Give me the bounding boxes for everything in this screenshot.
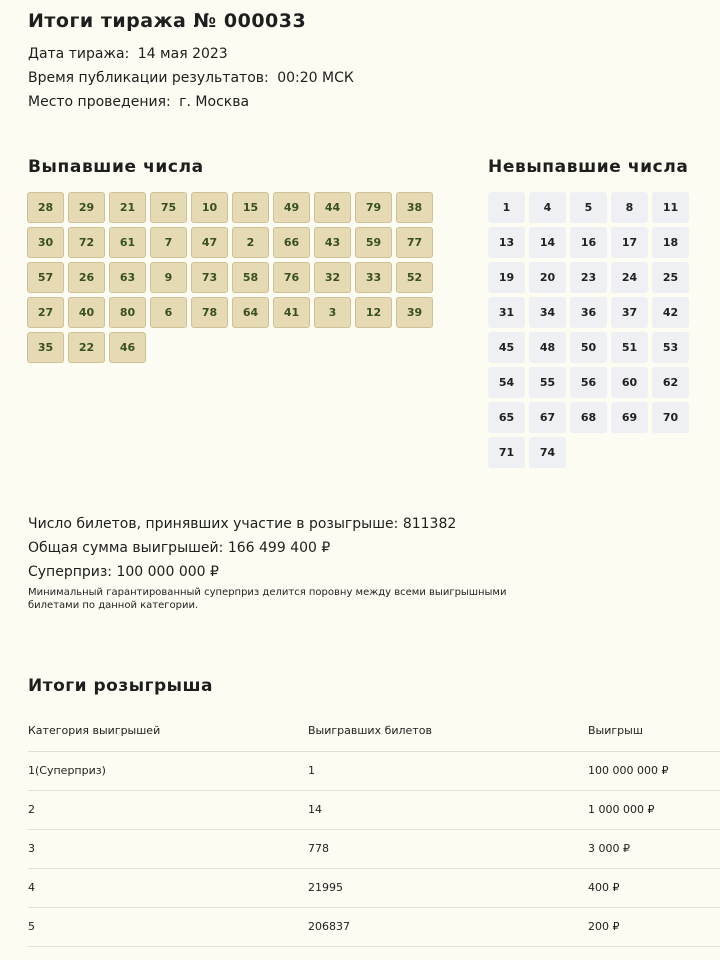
undrawn-number: 68 (570, 402, 607, 433)
drawn-number: 47 (191, 227, 228, 258)
drawn-number: 77 (396, 227, 433, 258)
drawn-number: 38 (396, 192, 433, 223)
winners-cell: 206837 (308, 907, 588, 946)
prize-sum-label: Общая сумма выигрышей: (28, 540, 224, 556)
drawn-number: 59 (355, 227, 392, 258)
drawn-number: 28 (27, 192, 64, 223)
undrawn-number: 42 (652, 297, 689, 328)
drawn-numbers-grid (27, 192, 433, 363)
prize-sum-value: 166 499 400 ₽ (227, 540, 331, 556)
drawn-number: 49 (273, 192, 310, 223)
undrawn-number: 48 (529, 332, 566, 363)
drawn-number: 73 (191, 262, 228, 293)
drawn-number: 15 (232, 192, 269, 223)
undrawn-number: 13 (488, 227, 525, 258)
undrawn-number: 56 (570, 367, 607, 398)
publish-time-line (28, 66, 354, 90)
undrawn-number: 18 (652, 227, 689, 258)
tickets-line (28, 512, 508, 536)
results-header-row (28, 711, 720, 751)
undrawn-number: 4 (529, 192, 566, 223)
undrawn-number: 50 (570, 332, 607, 363)
undrawn-number: 62 (652, 367, 689, 398)
undrawn-number: 74 (529, 437, 566, 468)
undrawn-number: 51 (611, 332, 648, 363)
undrawn-number: 55 (529, 367, 566, 398)
undrawn-number: 67 (529, 402, 566, 433)
superprize-label: Суперприз: (28, 564, 113, 580)
drawn-number: 64 (232, 297, 269, 328)
drawn-number: 12 (355, 297, 392, 328)
table-row (28, 868, 720, 907)
draw-date-label: Дата тиража: (28, 46, 130, 62)
drawn-number: 32 (314, 262, 351, 293)
drawn-number: 39 (396, 297, 433, 328)
column-header-prize: Выигрыш (588, 711, 720, 751)
undrawn-number: 60 (611, 367, 648, 398)
drawn-number: 66 (273, 227, 310, 258)
drawn-number: 44 (314, 192, 351, 223)
drawn-number: 79 (355, 192, 392, 223)
winners-cell: 14 (308, 790, 588, 829)
undrawn-number: 54 (488, 367, 525, 398)
undrawn-number: 37 (611, 297, 648, 328)
undrawn-number: 14 (529, 227, 566, 258)
tickets-value: 811382 (402, 516, 457, 532)
drawn-number: 52 (396, 262, 433, 293)
undrawn-number: 65 (488, 402, 525, 433)
drawn-number: 33 (355, 262, 392, 293)
results-body (28, 751, 720, 946)
undrawn-number: 36 (570, 297, 607, 328)
drawn-number: 75 (150, 192, 187, 223)
drawn-number: 46 (109, 332, 146, 363)
drawn-number: 63 (109, 262, 146, 293)
drawn-number: 57 (27, 262, 64, 293)
undrawn-numbers-grid (488, 192, 689, 468)
table-row (28, 790, 720, 829)
place-line (28, 90, 354, 114)
winners-cell: 21995 (308, 868, 588, 907)
drawn-number: 10 (191, 192, 228, 223)
undrawn-number: 25 (652, 262, 689, 293)
undrawn-number: 11 (652, 192, 689, 223)
undrawn-number: 16 (570, 227, 607, 258)
publish-time-label: Время публикации результатов: (28, 70, 269, 86)
undrawn-number: 19 (488, 262, 525, 293)
results-title: Итоги розыгрыша (28, 676, 214, 696)
prize-sum-line (28, 536, 508, 560)
column-header-winners: Выигравших билетов (308, 711, 588, 751)
drawn-number: 58 (232, 262, 269, 293)
drawn-number: 78 (191, 297, 228, 328)
undrawn-number: 69 (611, 402, 648, 433)
drawn-number: 43 (314, 227, 351, 258)
drawn-number: 26 (68, 262, 105, 293)
undrawn-number: 8 (611, 192, 648, 223)
undrawn-number: 20 (529, 262, 566, 293)
draw-info (28, 42, 354, 114)
column-header-category: Категория выигрышей (28, 711, 308, 751)
draw-date-value: 14 мая 2023 (137, 46, 228, 62)
results-table (28, 711, 720, 947)
undrawn-number: 45 (488, 332, 525, 363)
drawn-number: 29 (68, 192, 105, 223)
superprize-line (28, 560, 508, 584)
publish-time-value: 00:20 МСК (277, 70, 354, 86)
undrawn-number: 31 (488, 297, 525, 328)
winners-cell: 1 (308, 751, 588, 790)
undrawn-number: 23 (570, 262, 607, 293)
draw-date-line (28, 42, 354, 66)
superprize-value: 100 000 000 ₽ (116, 564, 219, 580)
drawn-number: 30 (27, 227, 64, 258)
prize-cell: 100 000 000 ₽ (588, 751, 720, 790)
drawn-numbers-heading: Выпавшие числа (28, 157, 204, 177)
drawn-number: 2 (232, 227, 269, 258)
drawn-number: 27 (27, 297, 64, 328)
superprize-note: Минимальный гарантированный суперприз делится поровну между всеми выигрышными билетами по данной категории. (28, 587, 507, 611)
undrawn-number: 1 (488, 192, 525, 223)
undrawn-number: 24 (611, 262, 648, 293)
undrawn-number: 71 (488, 437, 525, 468)
undrawn-number: 5 (570, 192, 607, 223)
undrawn-number: 53 (652, 332, 689, 363)
winners-cell: 778 (308, 829, 588, 868)
table-row (28, 751, 720, 790)
table-row (28, 829, 720, 868)
drawn-number: 7 (150, 227, 187, 258)
undrawn-number: 17 (611, 227, 648, 258)
tickets-label: Число билетов, принявших участие в розыгрыше: (28, 516, 399, 532)
place-label: Место проведения: (28, 94, 171, 110)
drawn-number: 6 (150, 297, 187, 328)
category-cell: 3 (28, 829, 308, 868)
drawn-number: 41 (273, 297, 310, 328)
category-cell: 1(Суперприз) (28, 751, 308, 790)
drawn-number: 3 (314, 297, 351, 328)
place-value: г. Москва (179, 94, 250, 110)
category-cell: 4 (28, 868, 308, 907)
drawn-number: 76 (273, 262, 310, 293)
draw-totals (28, 512, 508, 612)
prize-cell: 400 ₽ (588, 868, 720, 907)
drawn-number: 80 (109, 297, 146, 328)
undrawn-numbers-heading: Невыпавшие числа (488, 157, 689, 177)
prize-cell: 1 000 000 ₽ (588, 790, 720, 829)
category-cell: 2 (28, 790, 308, 829)
drawn-number: 22 (68, 332, 105, 363)
prize-cell: 200 ₽ (588, 907, 720, 946)
drawn-number: 35 (27, 332, 64, 363)
page-title: Итоги тиража № 000033 (28, 10, 307, 32)
drawn-number: 21 (109, 192, 146, 223)
category-cell: 5 (28, 907, 308, 946)
undrawn-number: 70 (652, 402, 689, 433)
drawn-number: 72 (68, 227, 105, 258)
undrawn-number: 34 (529, 297, 566, 328)
drawn-number: 40 (68, 297, 105, 328)
drawn-number: 9 (150, 262, 187, 293)
prize-cell: 3 000 ₽ (588, 829, 720, 868)
drawn-number: 61 (109, 227, 146, 258)
table-row (28, 907, 720, 946)
